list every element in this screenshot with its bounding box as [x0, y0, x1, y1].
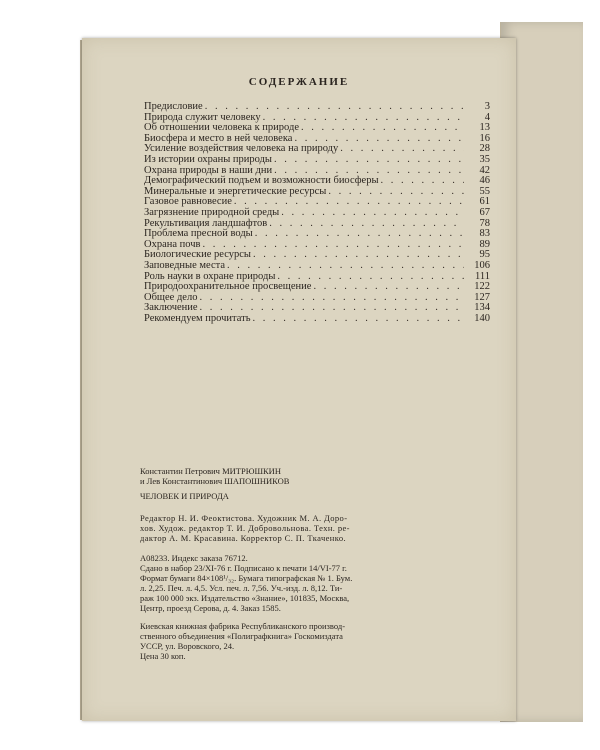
- imprint-line: л. 2,25. Печ. л. 4,5. Усл. печ. л. 7,56. Уч.-изд. л. 8,12. Ти-: [140, 583, 343, 593]
- toc-entry: [144, 102, 490, 113]
- toc-entry-title: Роль науки в охране природы: [144, 270, 276, 282]
- toc-entry-page: 67: [479, 206, 490, 218]
- toc-entry-page: 78: [479, 217, 490, 229]
- printer-info: [140, 621, 500, 661]
- toc-entry: [144, 155, 490, 166]
- toc-entry-page: 3: [484, 101, 490, 112]
- toc-entry-title: Охрана почв: [144, 238, 201, 250]
- toc-entry-page: 42: [479, 164, 490, 176]
- credits-line: дактор А. М. Красавина. Корректор С. П. Ткаченко.: [140, 533, 347, 543]
- toc-entry-title: Демографический подъем и возможности биосферы: [144, 175, 379, 187]
- toc-entry-page: 61: [479, 196, 490, 208]
- authors: [140, 466, 500, 486]
- toc-entry-title: Газовое равновесие: [144, 196, 232, 208]
- toc-entry-page: 46: [479, 175, 490, 187]
- toc-dot-leader: [328, 187, 464, 198]
- toc-dot-leader: [340, 144, 464, 155]
- author-2: и Лев Константинович ШАПОШНИКОВ: [140, 476, 290, 486]
- price: Цена 30 коп.: [140, 651, 186, 661]
- imprint-line: раж 100 000 экз. Издательство «Знание», 101835, Москва,: [140, 593, 350, 603]
- imprint-line: А08233. Индекс заказа 76712.: [140, 553, 248, 563]
- book-title: ЧЕЛОВЕК И ПРИРОДА: [140, 491, 229, 501]
- printer-line: УССР, ул. Воровского, 24.: [140, 641, 235, 651]
- toc-dot-leader: [269, 219, 464, 230]
- toc-entry-title: Биосфера и место в ней человека: [144, 132, 293, 144]
- toc-entry-title: Заключение: [144, 302, 198, 314]
- toc-entry-title: Заповедные места: [144, 259, 225, 271]
- toc-entry-page: 16: [479, 132, 490, 144]
- toc-entry-page: 111: [475, 270, 490, 282]
- imprint: [140, 553, 500, 613]
- toc-entry-page: 83: [479, 228, 490, 240]
- printer-line: ственного объединения «Полиграфкнига» Госкомиздата: [140, 631, 343, 641]
- book-page: [82, 38, 516, 721]
- toc-entry-title: Охрана природы в наши дни: [144, 164, 273, 176]
- author-1: Константин Петрович МИТРЮШКИН: [140, 466, 281, 476]
- toc-entry-page: 89: [479, 238, 490, 250]
- toc-entry-page: 95: [479, 249, 490, 261]
- toc-dot-leader: [253, 250, 464, 261]
- toc-dot-leader: [301, 123, 464, 134]
- imprint-line: Формат бумаги 84×108¹/₃₂. Бумага типографская № 1. Бум.: [140, 573, 353, 583]
- toc-entry-title: Предисловие: [144, 101, 203, 112]
- toc-entry-title: Минеральные и энергетические ресурсы: [144, 185, 327, 197]
- toc-dot-leader: [255, 229, 464, 240]
- toc-entry: [144, 208, 490, 219]
- toc-entry-page: 55: [479, 185, 490, 197]
- toc-entry-title: Биологические ресурсы: [144, 249, 251, 261]
- toc-entry-page: 28: [479, 143, 490, 155]
- imprint-line: Сдано в набор 23/XI-76 г. Подписано к печати 14/VI-77 г.: [140, 563, 347, 573]
- toc-entry-title: Рекультивация ландшафтов: [144, 217, 268, 229]
- toc-entry-page: 106: [474, 259, 490, 271]
- toc-entry-page: 122: [474, 281, 490, 293]
- colophon: [140, 466, 500, 661]
- toc-entry-title: Рекомендуем прочитать: [144, 312, 251, 324]
- toc-entry-title: Природоохранительное просвещение: [144, 281, 312, 293]
- imprint-line: Центр, проезд Серова, д. 4. Заказ 1585.: [140, 603, 281, 613]
- toc-entry: [144, 314, 490, 325]
- toc-entry-page: 35: [479, 153, 490, 165]
- credits-line: Редактор Н. И. Феоктистова. Художник М. А. Доро-: [140, 513, 348, 523]
- toc-entry-title: Из истории охраны природы: [144, 153, 272, 165]
- toc-entry-title: Проблема пресной воды: [144, 228, 253, 240]
- toc-entry-page: 127: [474, 291, 490, 303]
- toc-dot-leader: [281, 208, 464, 219]
- toc-heading: СОДЕРЖАНИЕ: [248, 76, 350, 88]
- toc-entry-page: 140: [474, 312, 490, 324]
- toc-entry-title: Загрязнение природной среды: [144, 206, 280, 218]
- toc-entry-page: 13: [479, 122, 490, 134]
- table-of-contents: [144, 102, 490, 324]
- toc-entry: [144, 261, 490, 272]
- toc-entry-page: 4: [484, 111, 490, 123]
- toc-entry-title: Об отношении человека к природе: [144, 122, 299, 134]
- toc-dot-leader: [381, 176, 464, 187]
- toc-dot-leader: [274, 155, 464, 166]
- credits: [140, 513, 500, 543]
- toc-dot-leader: [253, 314, 464, 325]
- toc-dot-leader: [205, 102, 464, 113]
- toc-entry-title: Общее дело: [144, 291, 198, 303]
- toc-dot-leader: [227, 261, 464, 272]
- toc-entry-page: 134: [474, 302, 490, 314]
- toc-entry-title: Природа служит человеку: [144, 111, 261, 123]
- toc-dot-leader: [199, 293, 464, 304]
- toc-entry-title: Усиление воздействия человека на природу: [144, 143, 339, 155]
- printer-line: Киевская книжная фабрика Республиканского производ-: [140, 621, 346, 631]
- toc-dot-leader: [313, 282, 464, 293]
- credits-line: хов. Худож. редактор Т. И. Добровольнова. Техн. ре-: [140, 523, 350, 533]
